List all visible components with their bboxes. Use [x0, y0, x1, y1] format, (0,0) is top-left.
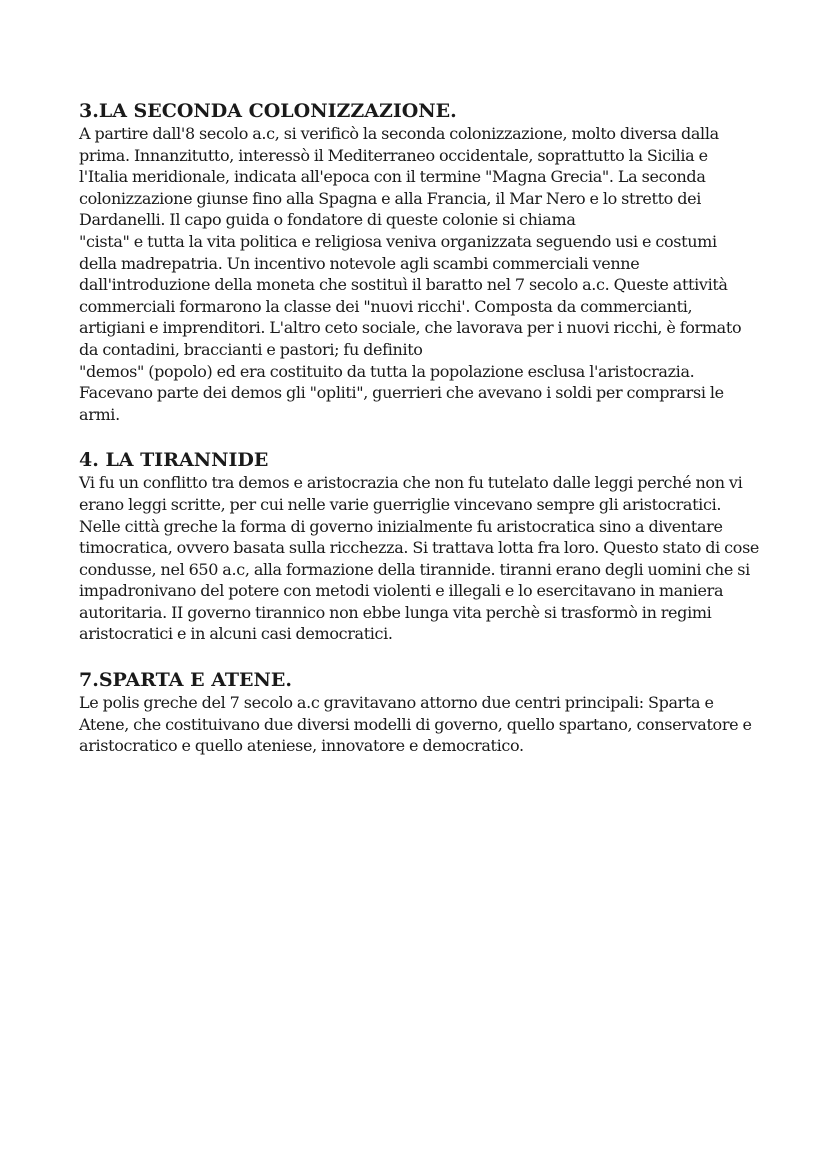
section-title: 4. LA TIRANNIDE: [79, 449, 269, 472]
document-page: [79, 99, 759, 780]
section-title: 3.LA SECONDA COLONIZZAZIONE.: [79, 100, 457, 122]
text-line: aristocratico e quello ateniese, innovatore e democratico.: [79, 736, 524, 756]
text-line: della madrepatria. Un incentivo notevole agli scambi commerciali venne: [79, 253, 640, 273]
text-line: Vi fu un conflitto tra demos e aristocrazia che non fu tutelato dalle leggi perché non vi: [79, 473, 743, 493]
text-line: da contadini, braccianti e pastori; fu definito: [79, 339, 423, 359]
text-line: Atene, che costituivano due diversi modelli di governo, quello spartano, conservatore e: [79, 714, 752, 734]
section-title: 7.SPARTA E ATENE.: [79, 669, 292, 692]
section-body: [79, 472, 759, 645]
section-body: [79, 123, 759, 425]
text-line: Nelle città greche la forma di governo inizialmente fu aristocratica sino a diventare: [79, 516, 723, 536]
section-sparta-atene: [79, 668, 759, 757]
text-line: Facevano parte dei demos gli "opliti", guerrieri che avevano i soldi per comprarsi le: [79, 383, 724, 403]
text-line: l'Italia meridionale, indicata all'epoca con il termine "Magna Grecia". La seconda: [79, 167, 706, 187]
text-line: "cista" e tutta la vita politica e religiosa veniva organizzata seguendo usi e costumi: [79, 231, 717, 251]
text-line: aristocratici e in alcuni casi democratici.: [79, 624, 393, 644]
section-seconda-colonizzazione: [79, 99, 759, 425]
section-body: [79, 692, 759, 757]
text-line: commerciali formarono la classe dei "nuovi ricchi'. Composta da commercianti,: [79, 296, 693, 316]
text-line: "demos" (popolo) ed era costituito da tutta la popolazione esclusa l'aristocrazia.: [79, 361, 695, 381]
text-line: prima. Innanzitutto, interessò il Mediterraneo occidentale, soprattutto la Sicilia e: [79, 145, 708, 165]
text-line: Le polis greche del 7 secolo a.c gravitavano attorno due centri principali: Sparta e: [79, 693, 714, 713]
text-line: impadronivano del potere con metodi violenti e illegali e lo esercitavano in maniera: [79, 581, 724, 601]
text-line: armi.: [79, 404, 120, 424]
text-line: Dardanelli. Il capo guida o fondatore di queste colonie si chiama: [79, 210, 576, 230]
section-tirannide: [79, 448, 759, 645]
text-line: A partire dall'8 secolo a.c, si verificò la seconda colonizzazione, molto diversa dalla: [79, 124, 719, 143]
text-line: condusse, nel 650 a.c, alla formazione della tirannide. tiranni erano degli uomini che si: [79, 559, 750, 579]
text-line: timocratica, ovvero basata sulla ricchezza. Si trattava lotta fra loro. Questo stato di cose: [79, 538, 760, 558]
text-line: artigiani e imprenditori. L'altro ceto sociale, che lavorava per i nuovi ricchi, è formato: [79, 318, 742, 338]
text-line: colonizzazione giunse fino alla Spagna e alla Francia, il Mar Nero e lo stretto dei: [79, 188, 701, 208]
text-line: dall'introduzione della moneta che sostituì il baratto nel 7 secolo a.c. Queste attività: [79, 275, 728, 295]
text-line: autoritaria. II governo tirannico non ebbe lunga vita perchè si trasformò in regimi: [79, 602, 712, 622]
text-line: erano leggi scritte, per cui nelle varie guerriglie vincevano sempre gli aristocratici.: [79, 494, 722, 514]
